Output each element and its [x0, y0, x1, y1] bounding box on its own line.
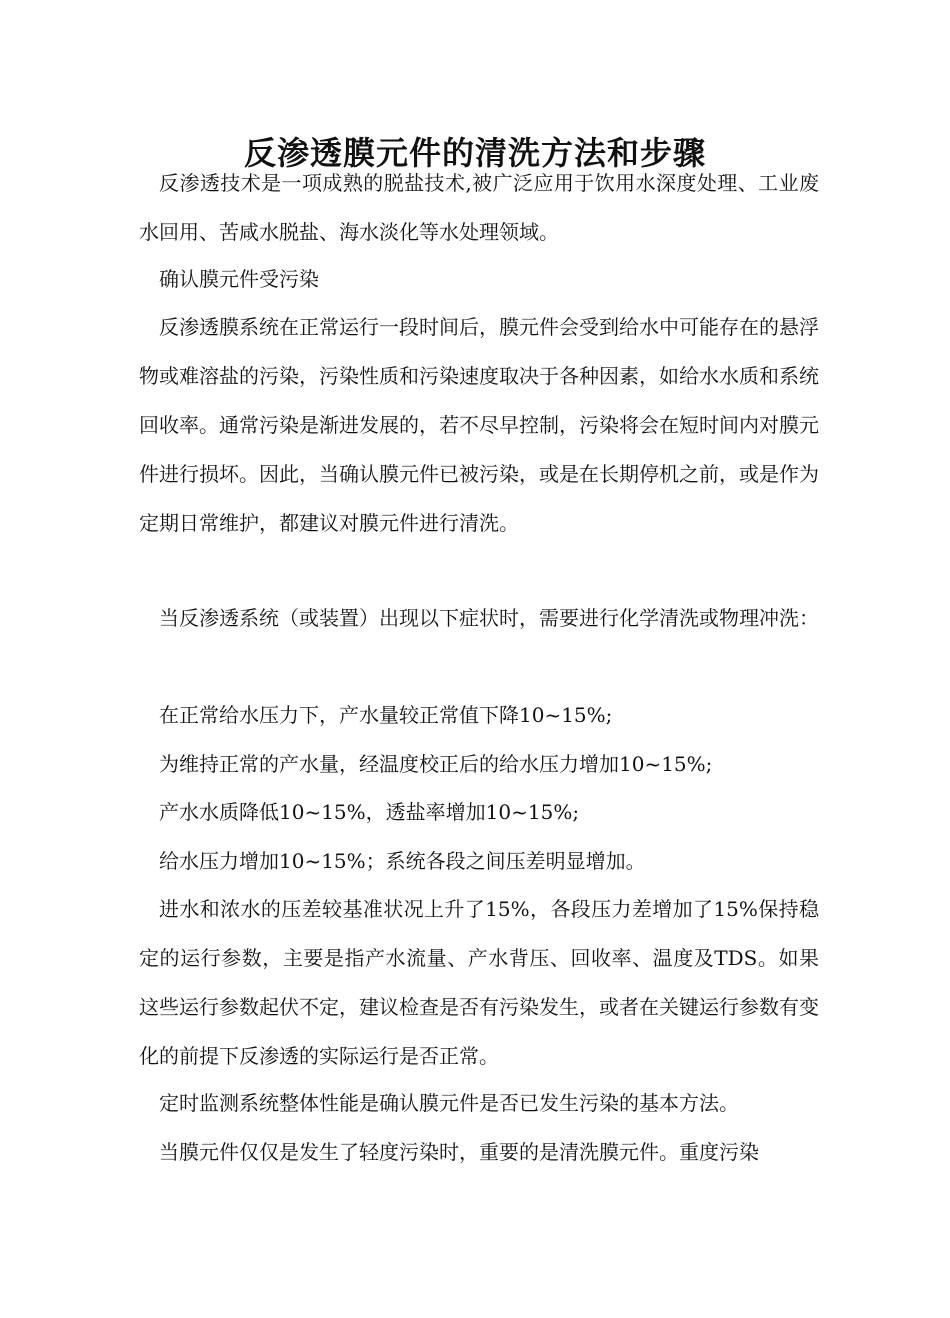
symptom-item: 产水水质降低10~15%，透盐率增加10~15%;	[159, 800, 580, 824]
section-heading: 确认膜元件受污染	[159, 267, 319, 291]
paragraph-pressure: 进水和浓水的压差较基准状况上升了15%，各段压力差增加了15%保持稳定的运行参数，主要是指产水流量、产水背压、回收率、温度及TDS。如果这些运行参数起伏不定，建议检查是否有污染发生，或者在关键运行参数有变化的前提下反渗透的实际运行是否正常。	[139, 897, 819, 1068]
paragraph-monitoring: 定时监测系统整体性能是确认膜元件是否已发生污染的基本方法。	[159, 1091, 739, 1115]
paragraph-symptoms-intro: 当反渗透系统（或装置）出现以下症状时，需要进行化学清洗或物理冲洗：	[159, 606, 819, 630]
symptom-item: 给水压力增加10~15%；系统各段之间压差明显增加。	[159, 849, 646, 873]
symptom-item: 在正常给水压力下，产水量较正常值下降10~15%;	[159, 703, 613, 727]
paragraph-fouling: 反渗透膜系统在正常运行一段时间后，膜元件会受到给水中可能存在的悬浮物或难溶盐的污染，污染性质和污染速度取决于各种因素，如给水水质和系统回收率。通常污染是渐进发展的，若不尽早控制，污染将会在短时间内对膜元件进行损坏。因此，当确认膜元件已被污染，或是在长期停机之前，或是作为定期日常维护，都建议对膜元件进行清洗。	[139, 315, 819, 535]
paragraph-cleaning: 当膜元件仅仅是发生了轻度污染时，重要的是清洗膜元件。重度污染	[159, 1140, 759, 1164]
document-title: 反渗透膜元件的清洗方法和步骤	[243, 134, 706, 173]
symptom-item: 为维持正常的产水量，经温度校正后的给水压力增加10~15%;	[159, 752, 713, 776]
paragraph-intro: 反渗透技术是一项成熟的脱盐技术,被广泛应用于饮用水深度处理、工业废水回用、苦咸水脱盐、海水淡化等水处理领域。	[139, 171, 819, 244]
